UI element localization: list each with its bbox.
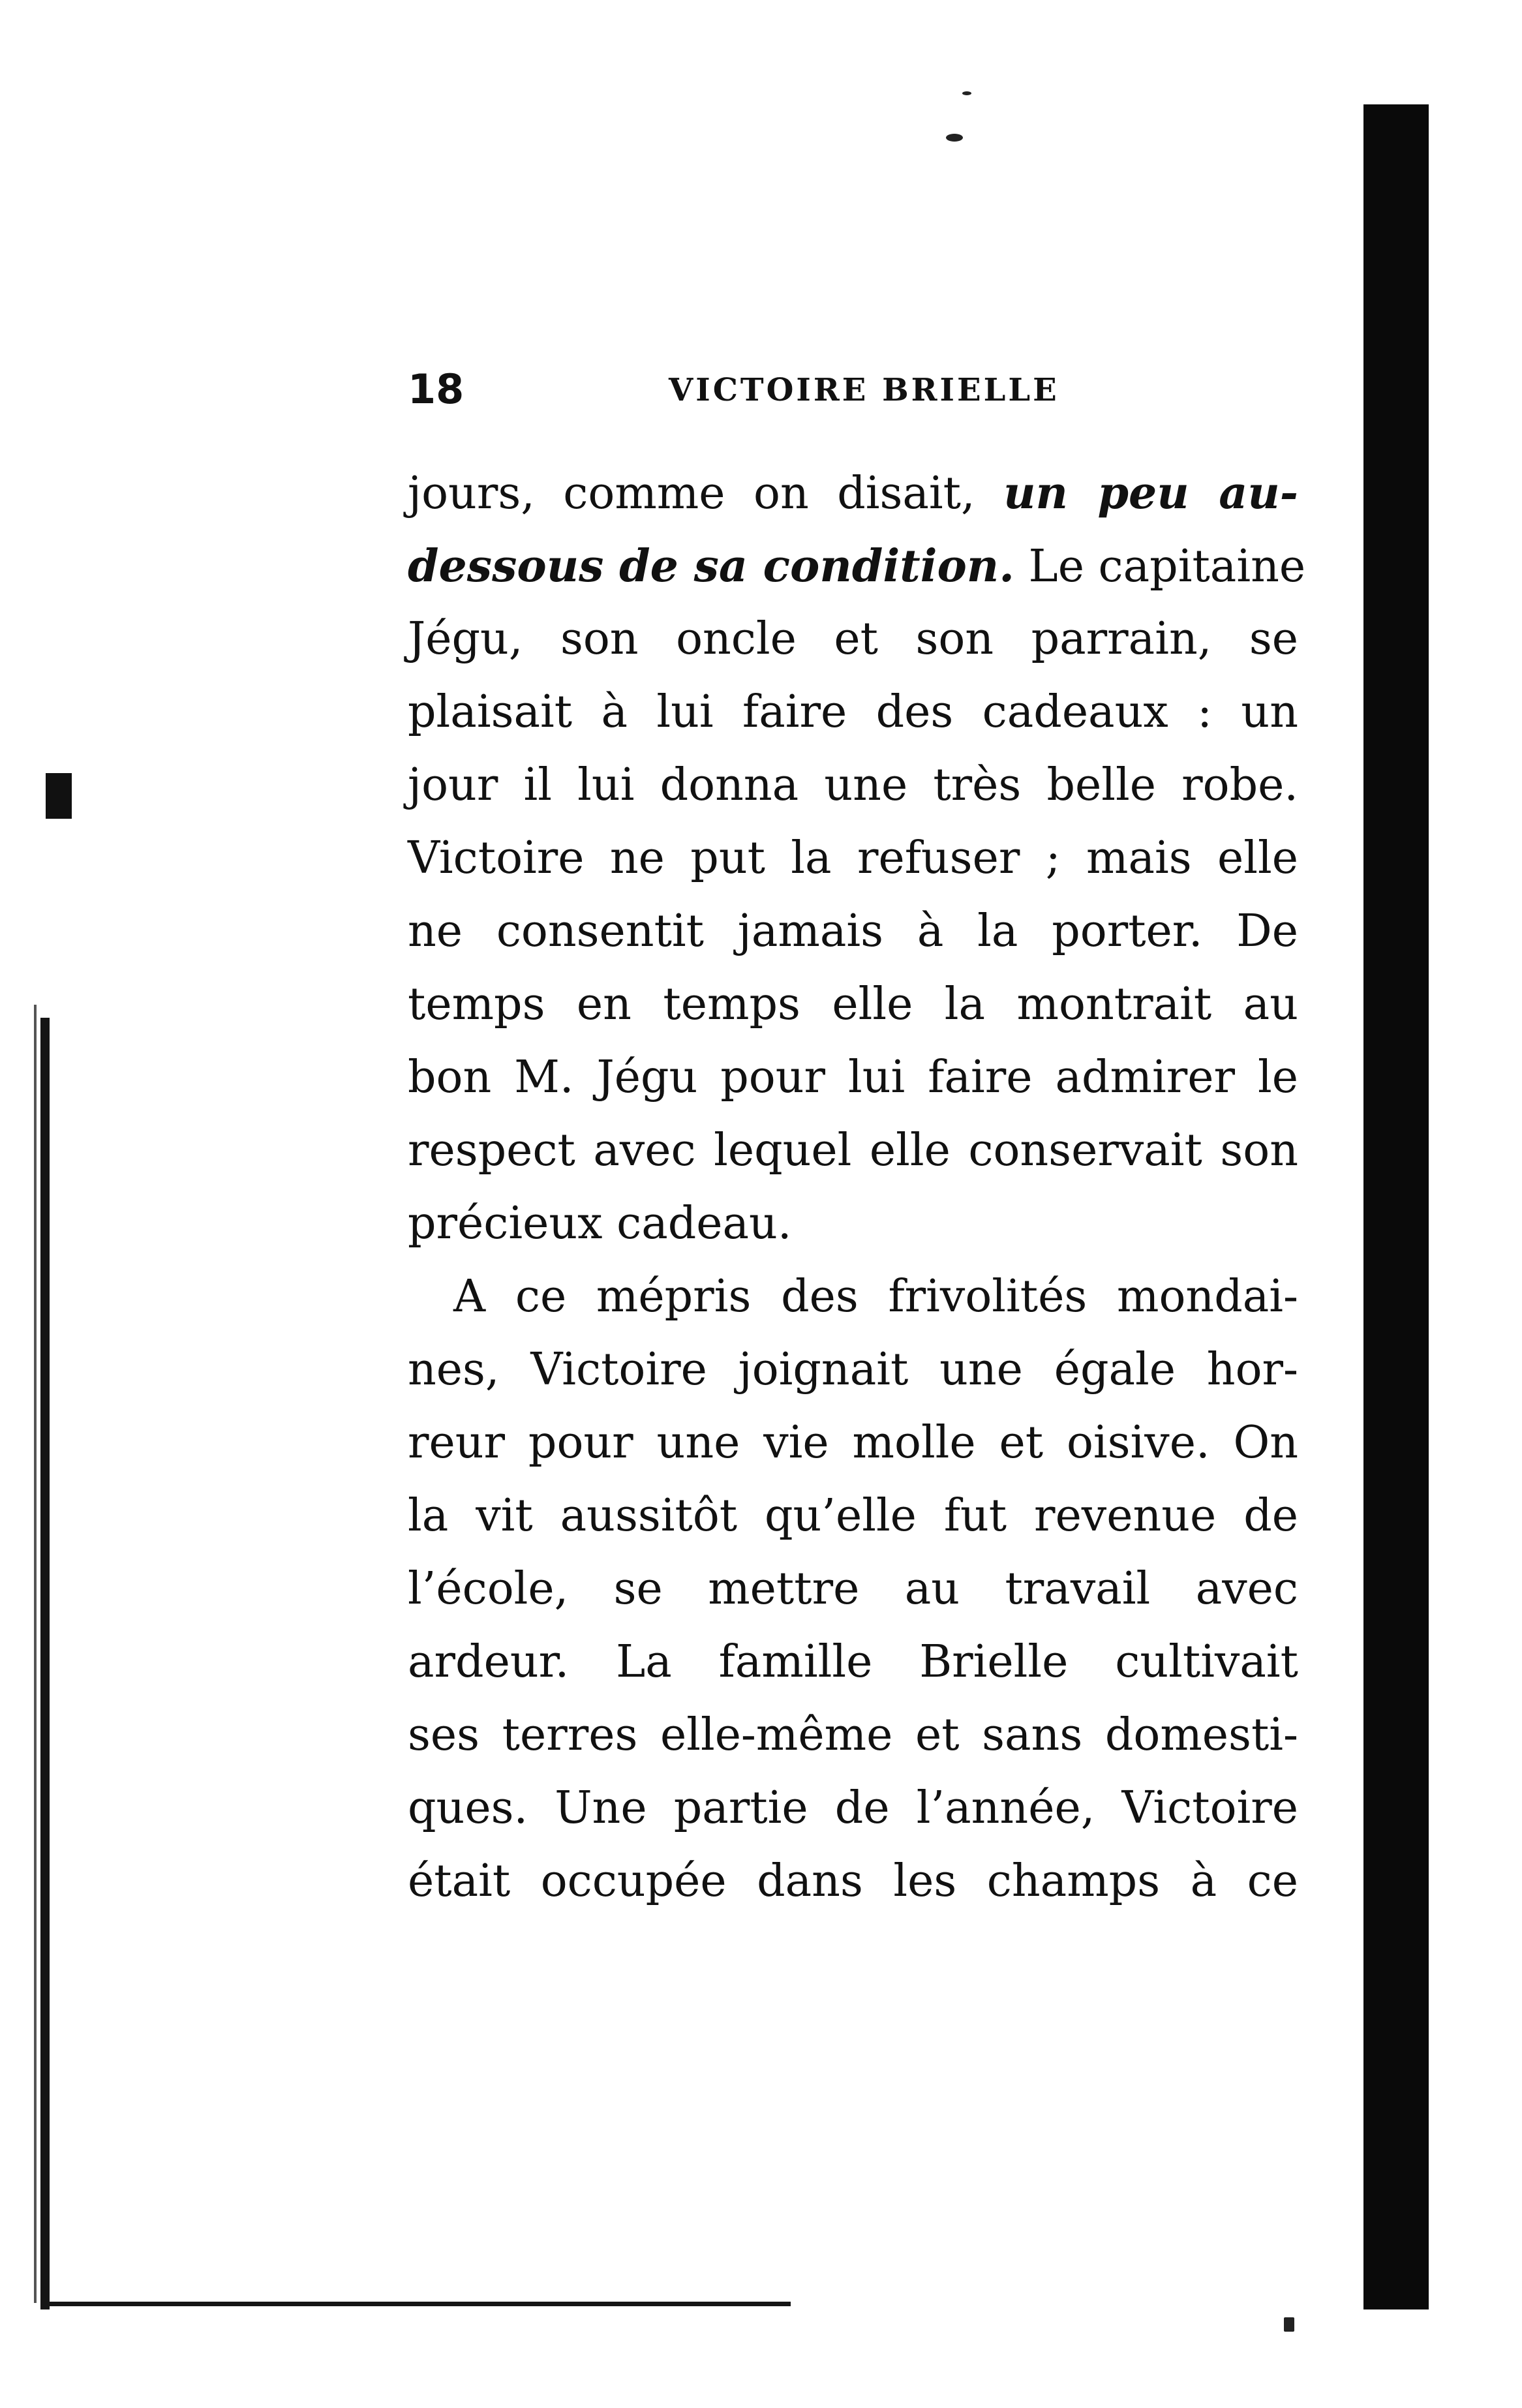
text-line: reur pour une vie molle et oisive. On	[408, 1417, 1298, 1469]
scan-binding-line	[40, 1018, 50, 2309]
text-line: Jégu, son oncle et son parrain, se	[408, 613, 1298, 665]
scan-speck	[1284, 2317, 1294, 2332]
text-line: jour il lui donna une très belle robe.	[408, 759, 1298, 811]
text-line: ses terres elle-même et sans domesti-	[408, 1709, 1298, 1761]
text-line: l’école, se mettre au travail avec	[408, 1563, 1298, 1615]
text-line: bon M. Jégu pour lui faire admirer le	[408, 1052, 1298, 1103]
text-line: respect avec lequel elle conservait son	[408, 1125, 1298, 1176]
text-line: A ce mépris des frivolités mondai-	[453, 1271, 1298, 1322]
text-line: était occupée dans les champs à ce	[408, 1855, 1298, 1907]
page-header	[408, 365, 1301, 418]
text-line: Victoire ne put la refuser ; mais elle	[408, 832, 1298, 884]
text-line: dessous de sa condition. Le capitaine	[408, 540, 1306, 592]
text-line: plaisait à lui faire des cadeaux : un	[408, 686, 1298, 738]
text-line: ne consentit jamais à la porter. De	[408, 906, 1298, 957]
text-line: ardeur. La famille Brielle cultivait	[408, 1636, 1298, 1688]
text-line: temps en temps elle la montrait au	[408, 979, 1298, 1030]
text-line: jours, comme on disait, un peu au-	[408, 467, 1299, 519]
scan-bottom-edge	[40, 2302, 791, 2306]
text-line: nes, Victoire joignait une égale hor-	[408, 1344, 1298, 1395]
text-line: ques. Une partie de l’année, Victoire	[408, 1782, 1298, 1834]
scan-edge-shadow	[1363, 104, 1429, 2309]
body-text	[408, 457, 1306, 1918]
scan-binding-line-thin	[34, 1005, 37, 2303]
scan-speck	[962, 91, 971, 95]
scan-speck	[946, 134, 963, 142]
running-title: VICTOIRE BRIELLE	[669, 372, 1059, 408]
scan-mark	[46, 773, 72, 819]
text-line: la vit aussitôt qu’elle fut revenue de	[408, 1490, 1298, 1542]
text-line: précieux cadeau.	[408, 1198, 792, 1249]
page-number: 18	[408, 365, 464, 413]
